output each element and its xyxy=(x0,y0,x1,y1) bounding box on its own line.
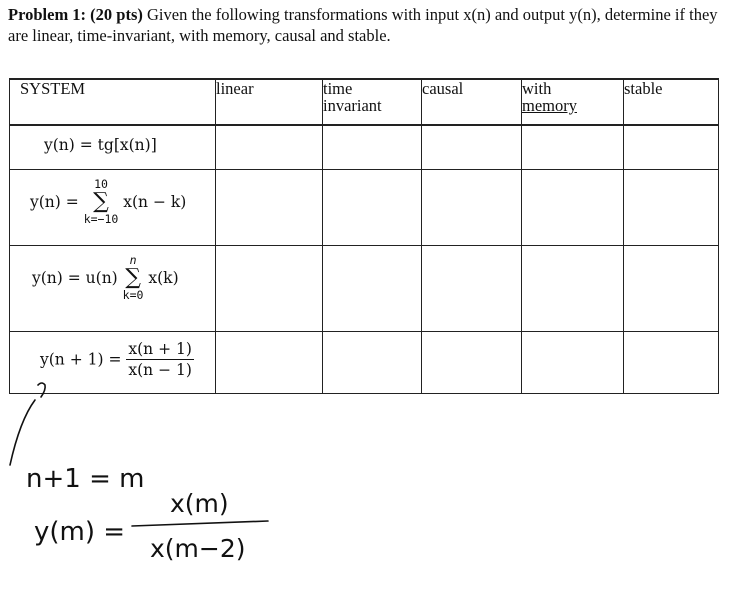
hand-denominator: x(m−2) xyxy=(150,534,246,563)
header-stable: stable xyxy=(624,79,719,125)
hand-mark xyxy=(38,383,45,397)
hand-bracket xyxy=(10,400,35,465)
summation-sign: 10 ∑ k=−10 xyxy=(83,176,119,226)
header-system: SYSTEM xyxy=(10,79,216,125)
summation-sign: n ∑ k=0 xyxy=(122,252,144,302)
system-2-equation: y(n) = 10 ∑ k=−10 x(n − k) xyxy=(30,176,187,226)
problem-label: Problem 1: (20 pts) xyxy=(8,5,143,24)
hand-numerator: x(m) xyxy=(170,489,229,518)
system-1-equation: y(n) = tg[x(n)] xyxy=(44,136,157,154)
header-time-invariant: time invariant xyxy=(323,79,422,125)
header-causal: causal xyxy=(422,79,522,125)
hand-substitution: n+1 = m xyxy=(26,464,145,494)
system-4-equation: y(n + 1) = $\frac{x(n + 1)}{x(n - 1)}$ xyxy=(40,339,192,379)
header-with-memory: with memory xyxy=(522,79,624,125)
hand-fraction-bar xyxy=(132,521,268,526)
fraction: $\frac{x(n + 1)}{x(n - 1)}$ xyxy=(128,339,192,379)
system-3-equation: y(n) = u(n) n ∑ k=0 x(k) xyxy=(32,252,179,302)
header-linear: linear xyxy=(216,79,323,125)
hand-lhs: y(m) = xyxy=(34,517,126,547)
problem-text: Given the following transformations with input x(n) and output y(n), determine if they are linear, time-invariant, with memory, causal and stable. xyxy=(8,5,718,45)
